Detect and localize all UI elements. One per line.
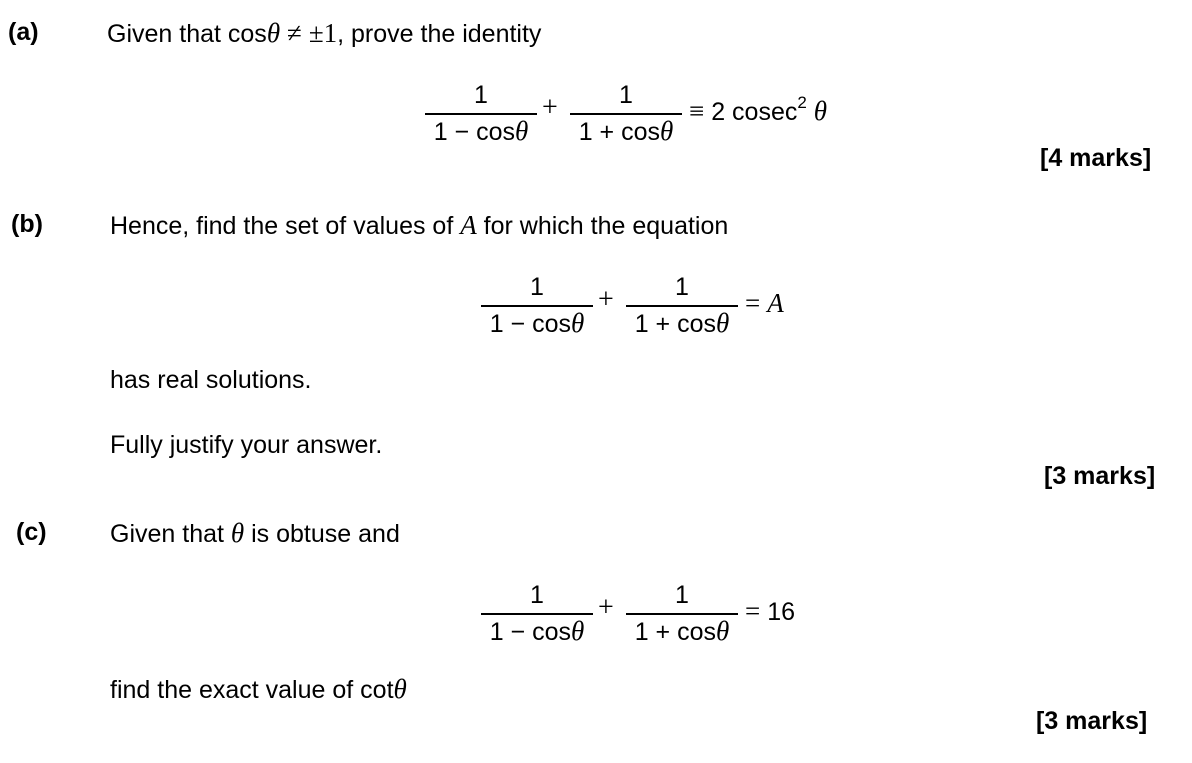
part-a-den2-pre: 1 + cos: [578, 118, 661, 146]
part-a-cond-neq: ≠: [287, 18, 302, 48]
part-a-rhs-text: 2 cosec: [711, 98, 798, 126]
part-a-cond-pm: ±1: [308, 18, 338, 48]
part-b-fraction-2-bar: [626, 305, 738, 307]
part-a-den2-theta: θ: [660, 116, 674, 146]
part-c-intro: [110, 520, 400, 547]
part-c-equals: =: [745, 596, 761, 626]
part-a-marks: [4 marks]: [1040, 144, 1152, 172]
part-b-intro: [110, 212, 728, 239]
part-a-den1-pre: 1 − cos: [433, 118, 516, 146]
part-a-fraction-2-denominator: [570, 118, 682, 145]
part-c-fraction-2-bar: [626, 613, 738, 615]
part-a-cond-theta: θ: [266, 18, 281, 48]
part-c-fraction-1: [481, 580, 593, 646]
part-b-fraction-2-denominator: [626, 310, 738, 337]
part-c-intro-theta: θ: [230, 518, 245, 548]
part-b-fraction-1: [481, 272, 593, 338]
part-b-den1-theta: θ: [571, 308, 585, 338]
part-c-rhs: [745, 598, 795, 625]
part-b-fraction-2-numerator: 1: [675, 273, 689, 301]
part-a-rhs-sup: 2: [797, 93, 807, 112]
part-c-rhs-value: 16: [767, 598, 795, 626]
part-b-intro-post: for which the equation: [483, 212, 729, 240]
part-a-intro: [107, 20, 541, 47]
part-c-fraction-1-denominator: [481, 618, 593, 645]
part-b-fraction-1-denominator: [481, 310, 593, 337]
part-b-line-2: has real solutions.: [110, 366, 312, 394]
part-b-den1-pre: 1 − cos: [489, 310, 572, 338]
part-b-equals: =: [745, 288, 761, 318]
part-b-rhs: [745, 290, 784, 317]
part-c-fraction-1-bar: [481, 613, 593, 615]
part-b-fraction-1-numerator: 1: [530, 273, 544, 301]
part-c-fraction-2-numerator: 1: [675, 581, 689, 609]
part-a-cond-cos: cos: [227, 20, 267, 48]
part-a-rhs-theta: θ: [813, 96, 828, 126]
part-a-den1-theta: θ: [515, 116, 529, 146]
part-a-fraction-2: [570, 80, 682, 146]
part-a-intro-pre: Given that: [107, 20, 221, 48]
part-b-rhs-var: A: [767, 288, 784, 318]
part-c-den2-theta: θ: [716, 616, 730, 646]
part-a-equiv: ≡: [689, 96, 705, 126]
part-b-plus: +: [598, 284, 614, 315]
part-c-line-2-text: find the exact value of cot: [110, 676, 394, 704]
part-b-den2-theta: θ: [716, 308, 730, 338]
part-b-intro-var: A: [460, 210, 477, 240]
part-c-den1-pre: 1 − cos: [489, 618, 572, 646]
part-c-label: (c): [16, 518, 47, 546]
part-c-plus: +: [598, 592, 614, 623]
part-a-plus: +: [542, 92, 558, 123]
part-b-line-3: Fully justify your answer.: [110, 431, 383, 459]
part-c-marks: [3 marks]: [1036, 707, 1148, 735]
part-b-intro-pre: Hence, find the set of values of: [110, 212, 454, 240]
part-c-den1-theta: θ: [571, 616, 585, 646]
part-a-intro-post: , prove the identity: [337, 20, 542, 48]
part-b-fraction-1-bar: [481, 305, 593, 307]
part-a-fraction-1-bar: [425, 113, 537, 115]
part-a-fraction-1: [425, 80, 537, 146]
part-a-fraction-1-numerator: 1: [474, 81, 488, 109]
part-b-marks: [3 marks]: [1044, 462, 1156, 490]
part-b-label: (b): [11, 210, 43, 238]
part-c-den2-pre: 1 + cos: [634, 618, 717, 646]
part-b-fraction-2: [626, 272, 738, 338]
part-a-fraction-1-denominator: [425, 118, 537, 145]
part-c-intro-pre: Given that: [110, 520, 224, 548]
part-b-den2-pre: 1 + cos: [634, 310, 717, 338]
part-a-fraction-2-bar: [570, 113, 682, 115]
part-a-label: (a): [8, 18, 39, 46]
part-c-fraction-2: [626, 580, 738, 646]
part-c-line-2: [110, 676, 407, 703]
part-c-fraction-2-denominator: [626, 618, 738, 645]
part-a-rhs: [689, 93, 828, 126]
part-c-line-2-theta: θ: [393, 674, 407, 704]
part-c-fraction-1-numerator: 1: [530, 581, 544, 609]
part-c-intro-post: is obtuse and: [251, 520, 400, 548]
part-a-fraction-2-numerator: 1: [619, 81, 633, 109]
